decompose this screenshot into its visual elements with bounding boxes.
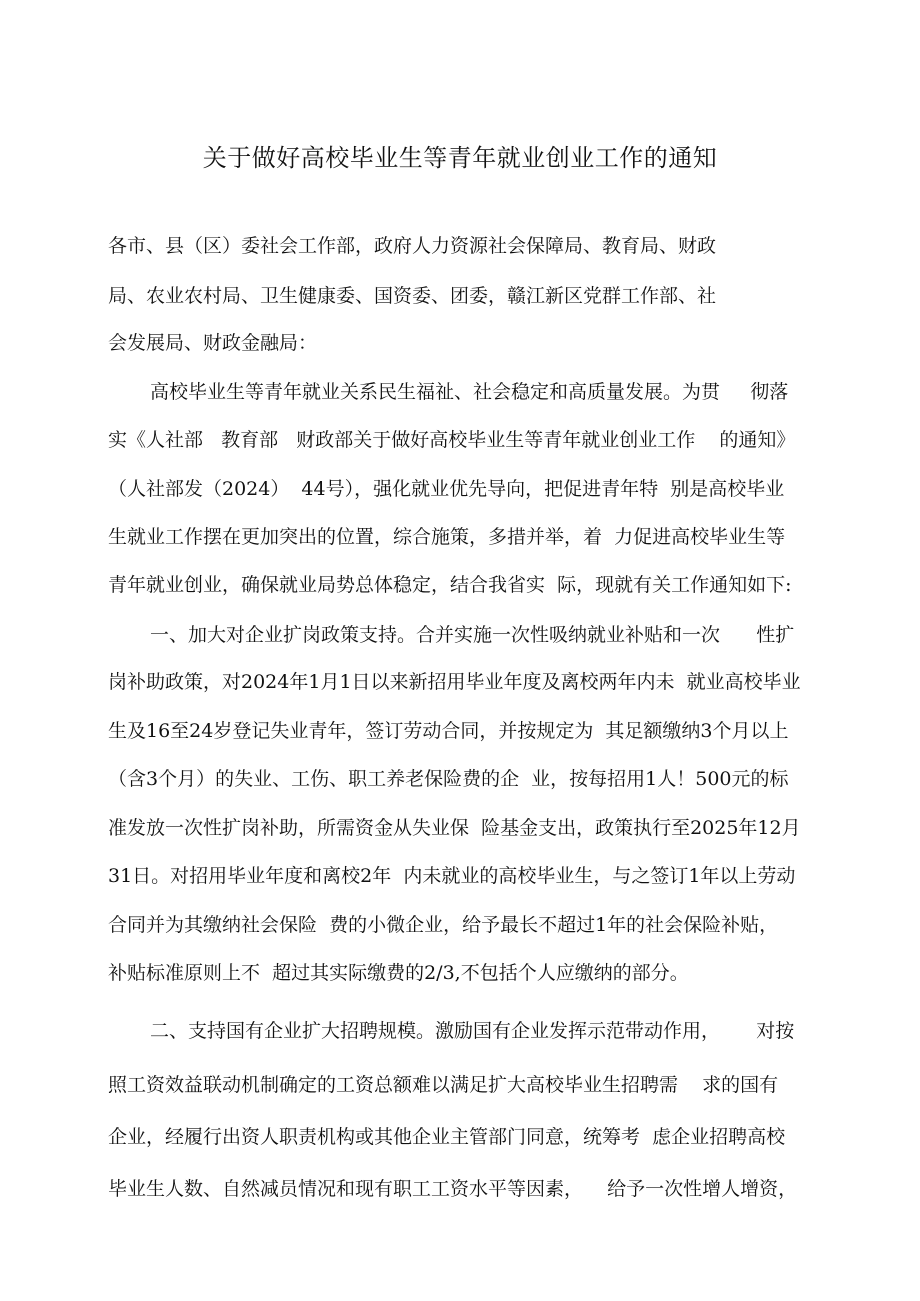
body-line: 生就业工作摆在更加突出的位置，综合施策，多措并举，着 力促进高校毕业生等 bbox=[108, 526, 786, 548]
body-line: 毕业生人数、自然减员情况和现有职工工资水平等因素， 给予一次性增人增资， bbox=[108, 1178, 798, 1200]
body-line: 岗补助政策，对2024年1月1日以来新招用毕业年度及离校两年内未 就业高校毕业 bbox=[108, 671, 801, 693]
body-line: （含3个月）的失业、工伤、职工养老保险费的企 业，按每招用1人！500元的标 bbox=[108, 768, 789, 790]
body-line: 会发展局、财政金融局： bbox=[108, 332, 318, 354]
body-line: 高校毕业生等青年就业关系民生福祉、社会稳定和高质量发展。为贯 彻落 bbox=[150, 381, 789, 403]
body-line: 准发放一次性扩岗补助，所需资金从失业保 险基金支出，政策执行至2025年12月 bbox=[108, 817, 801, 839]
body-line: 各市、县（区）委社会工作部，政府人力资源社会保障局、教育局、财政 bbox=[108, 235, 717, 257]
body-line: 实《人社部 教育部 财政部关于做好高校毕业生等青年就业创业工作 的通知》 bbox=[108, 429, 796, 451]
body-line: 一、加大对企业扩岗政策支持。合并实施一次性吸纳就业补贴和一次 性扩 bbox=[150, 624, 795, 646]
body-line: （人社部发（2024） 44号），强化就业优先导向，把促进青年特 别是高校毕业 bbox=[108, 478, 785, 500]
body-line: 补贴标准原则上不 超过其实际缴费的2/3,不包括个人应缴纳的部分。 bbox=[108, 962, 689, 984]
body-line: 生及16至24岁登记失业青年，签订劳动合同，并按规定为 其足额缴纳3个月以上 bbox=[108, 720, 789, 742]
body-line: 合同并为其缴纳社会保险 费的小微企业，给予最长不超过1年的社会保险补贴， bbox=[108, 914, 779, 936]
body-line: 青年就业创业，确保就业局势总体稳定，结合我省实 际，现就有关工作通知如下: bbox=[108, 574, 792, 596]
body-line: 31日。对招用毕业年度和离校2年 内未就业的高校毕业生，与之签订1年以上劳动 bbox=[108, 865, 796, 887]
body-line: 二、支持国有企业扩大招聘规模。激励国有企业发挥示范带动作用， 对按 bbox=[150, 1020, 795, 1042]
body-line: 照工资效益联动机制确定的工资总额难以满足扩大高校毕业生招聘需 求的国有 bbox=[108, 1074, 779, 1096]
document-title: 关于做好高校毕业生等青年就业创业工作的通知 bbox=[202, 144, 718, 172]
body-line: 企业，经履行出资人职责机构或其他企业主管部门同意，统筹考 虑企业招聘高校 bbox=[108, 1126, 786, 1148]
body-line: 局、农业农村局、卫生健康委、国资委、团委，赣江新区党群工作部、社 bbox=[108, 285, 717, 307]
